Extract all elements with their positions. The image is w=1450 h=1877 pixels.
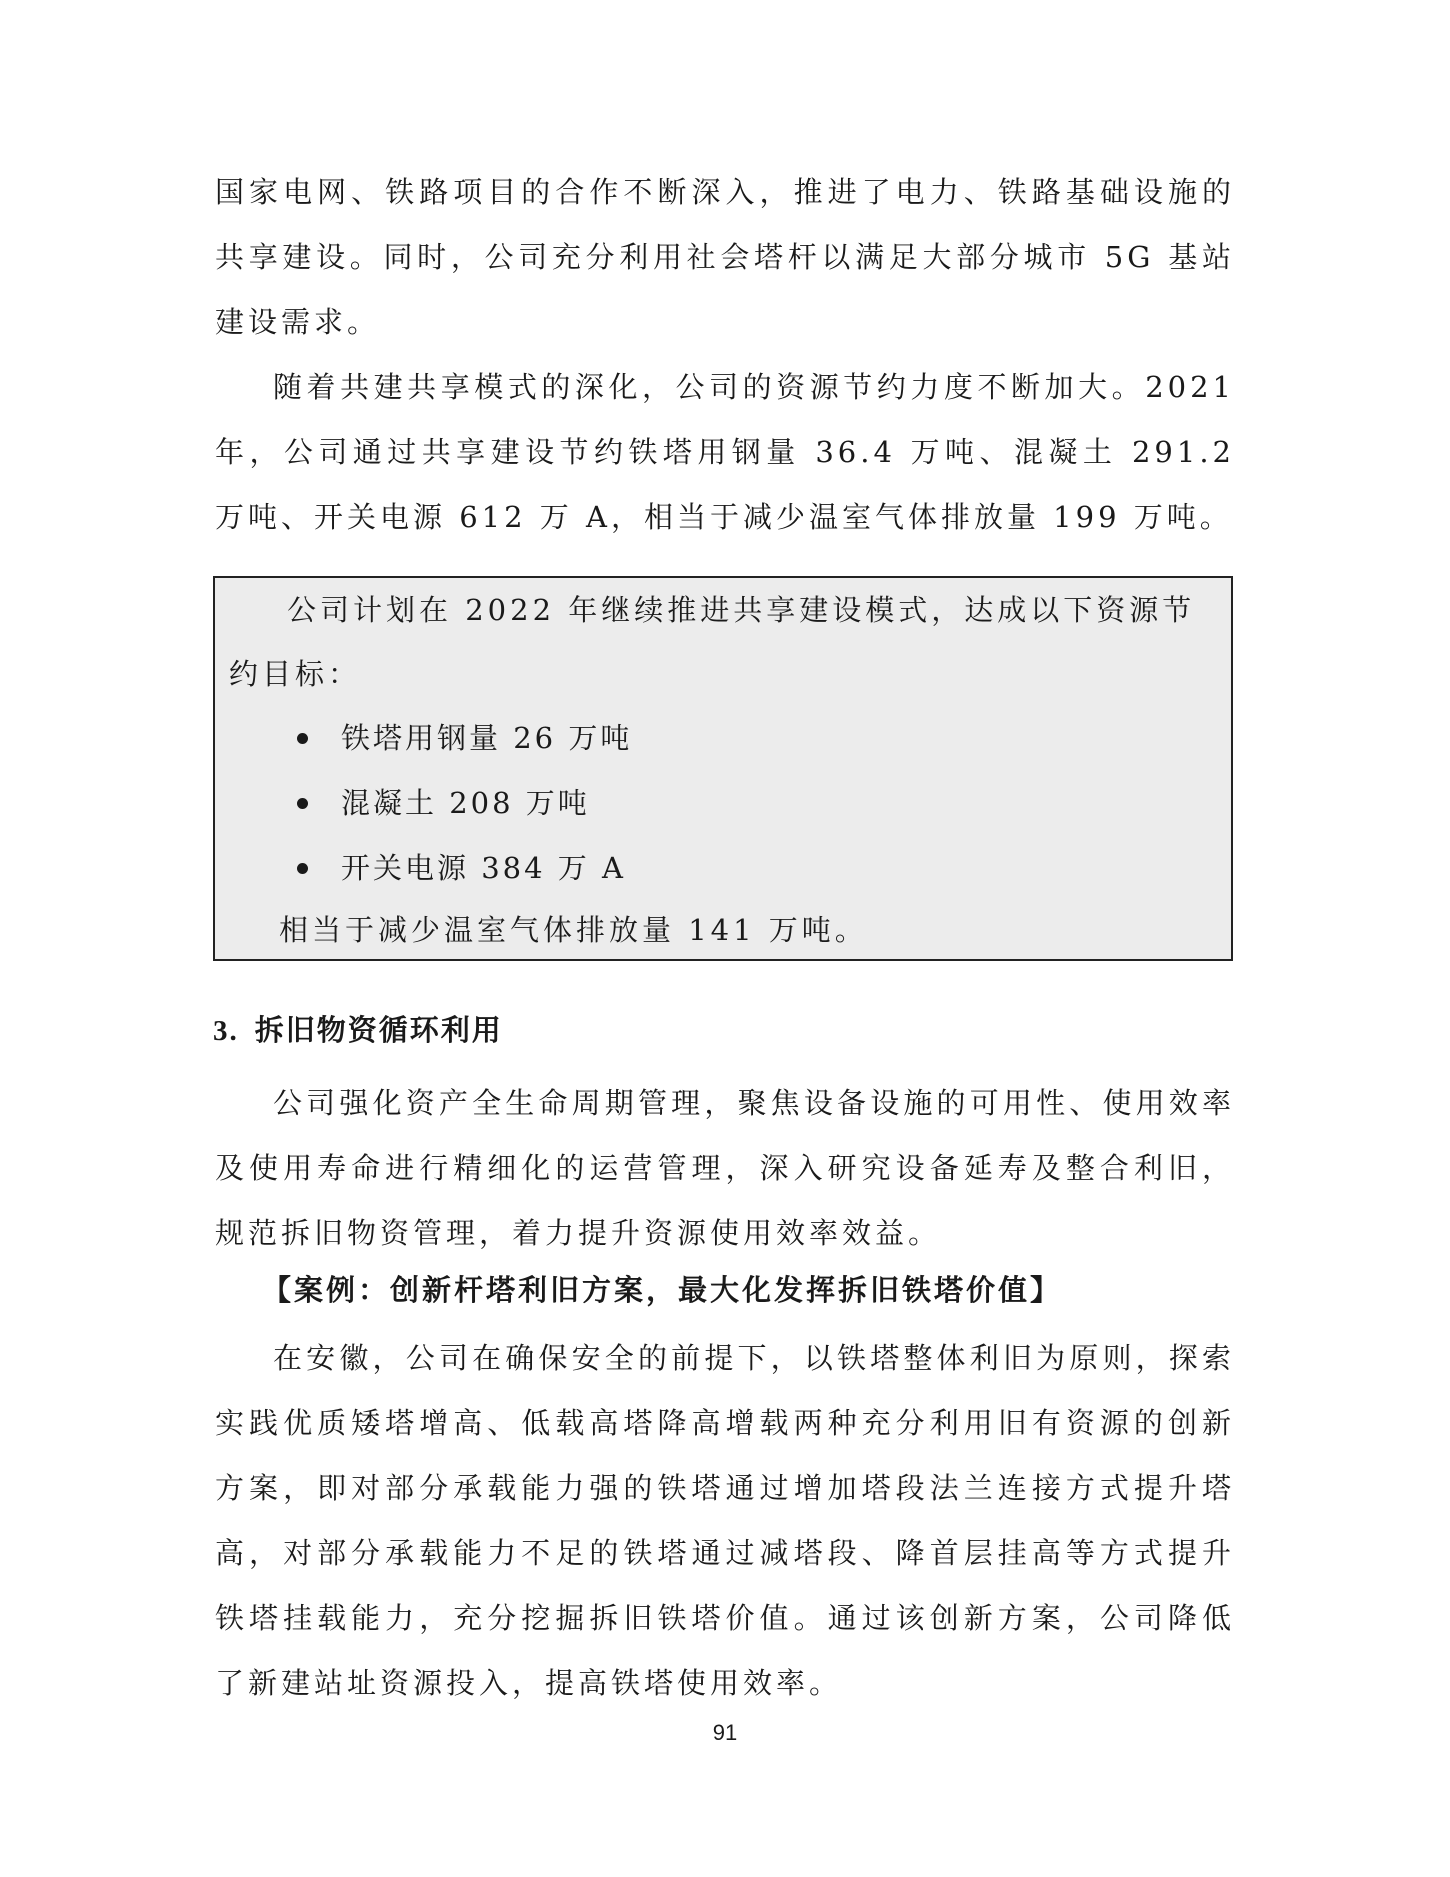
section-number: 3.: [213, 1015, 239, 1047]
section-title: 拆旧物资循环利用: [254, 1013, 503, 1047]
bullet-icon: [297, 798, 308, 809]
target-item-power: [297, 836, 632, 901]
paragraph-case-anhui: 在安徽，公司在确保安全的前提下，以铁塔整体利旧为原则，探索实践优质矮塔增高、低载高塔降高增载两种充分利用旧有资源的创新方案，即对部分承载能力强的铁塔通过增加塔段法兰连接方式提升塔高，对部分承载能力不足的铁塔通过减塔段、降首层挂高等方式提升铁塔挂载能力，充分挖掘拆旧铁塔价值。通过该创新方案，公司降低了新建站址资源投入，提高铁塔使用效率。: [215, 1341, 1235, 1700]
target-outro: 相当于减少温室气体排放量 141 万吨。: [279, 913, 868, 947]
paragraph-2021-savings: 随着共建共享模式的深化，公司的资源节约力度不断加大。2021 年，公司通过共享建设节约铁塔用钢量 36.4 万吨、混凝土 291.2 万吨、开关电源 612 万 A，相当于减少温室气体排放量 199 万吨。: [215, 370, 1235, 534]
target-item-label: 铁塔用钢量 26 万吨: [341, 721, 633, 755]
savings-target-box: [213, 576, 1233, 961]
bullet-icon: [297, 863, 308, 874]
target-list: [297, 706, 632, 901]
case-title: 【案例：创新杆塔利旧方案，最大化发挥拆旧铁塔价值】: [262, 1273, 1063, 1307]
paragraph-infrastructure-sharing: 国家电网、铁路项目的合作不断深入，推进了电力、铁路基础设施的共享建设。同时，公司充分利用社会塔杆以满足大部分城市 5G 基站建设需求。: [215, 175, 1235, 339]
target-item-steel: [297, 706, 632, 771]
paragraph-asset-management: 公司强化资产全生命周期管理，聚焦设备设施的可用性、使用效率及使用寿命进行精细化的运营管理，深入研究设备延寿及整合利旧，规范拆旧物资管理，着力提升资源使用效率效益。: [215, 1086, 1235, 1250]
section-heading: [213, 1010, 503, 1051]
target-item-label: 混凝土 208 万吨: [341, 786, 590, 820]
target-item-concrete: [297, 771, 632, 836]
bullet-icon: [297, 733, 308, 744]
target-intro: 公司计划在 2022 年继续推进共享建设模式，达成以下资源节约目标：: [229, 593, 1196, 691]
target-item-label: 开关电源 384 万 A: [341, 851, 626, 885]
page-number: 91: [712, 1720, 738, 1745]
